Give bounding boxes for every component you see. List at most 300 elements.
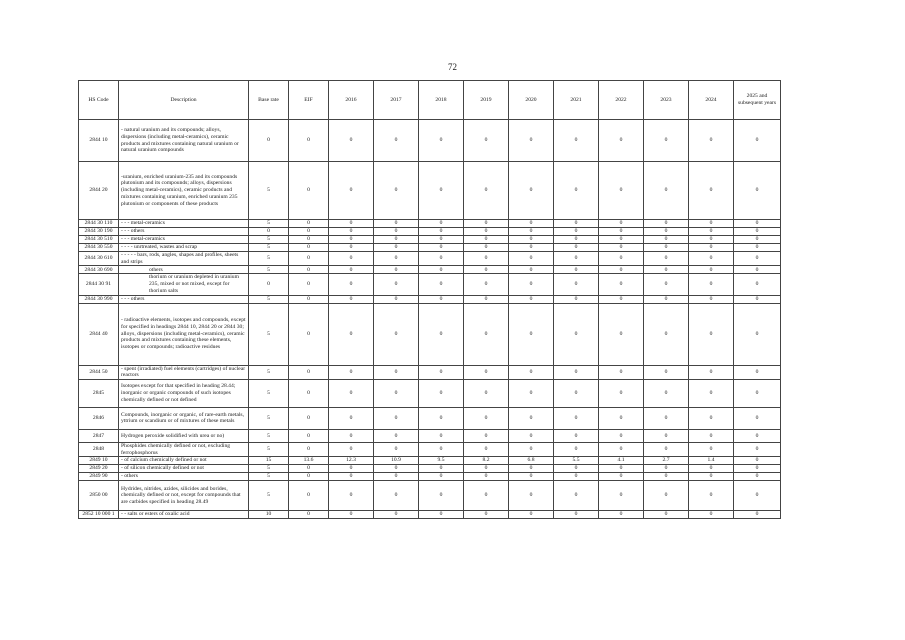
rate-cell: 0 bbox=[289, 465, 329, 473]
rate-cell: 0 bbox=[289, 295, 329, 303]
rate-cell: 0 bbox=[644, 442, 689, 456]
rate-cell: 0 bbox=[599, 481, 644, 511]
rate-cell: 0 bbox=[599, 252, 644, 266]
rate-cell: 0 bbox=[689, 220, 734, 228]
rate-cell: 0 bbox=[464, 429, 509, 442]
rate-cell: 0 bbox=[644, 365, 689, 379]
rate-cell: 0 bbox=[509, 274, 554, 295]
hs-code-cell: 2844 30 690 bbox=[79, 266, 119, 274]
table-row bbox=[79, 303, 781, 365]
rate-cell: 0 bbox=[419, 220, 464, 228]
rate-cell: 0 bbox=[734, 120, 781, 162]
rate-cell: 0 bbox=[689, 252, 734, 266]
rate-cell: 0 bbox=[509, 465, 554, 473]
rate-cell: 0 bbox=[554, 244, 599, 252]
rate-cell: 0 bbox=[509, 442, 554, 456]
hs-code-cell: 2850 00 bbox=[79, 481, 119, 511]
rate-cell: 0 bbox=[374, 162, 419, 220]
rate-cell: 0 bbox=[689, 295, 734, 303]
rate-cell: 0 bbox=[329, 379, 374, 407]
column-header: 2017 bbox=[374, 81, 419, 120]
rate-cell: 0 bbox=[419, 295, 464, 303]
rate-cell: 0 bbox=[644, 236, 689, 244]
rate-cell: 5 bbox=[249, 303, 289, 365]
column-header: 2020 bbox=[509, 81, 554, 120]
rate-cell: 0 bbox=[374, 429, 419, 442]
rate-cell: 0 bbox=[374, 244, 419, 252]
column-header: 2024 bbox=[689, 81, 734, 120]
hs-code-cell: 2852 10 000 1 bbox=[79, 511, 119, 519]
rate-cell: 0 bbox=[734, 481, 781, 511]
rate-cell: 0 bbox=[509, 236, 554, 244]
rate-cell: 0 bbox=[554, 511, 599, 519]
rate-cell: 0 bbox=[689, 228, 734, 236]
rate-cell: 0 bbox=[734, 228, 781, 236]
rate-cell: 0 bbox=[734, 220, 781, 228]
rate-cell: 0 bbox=[289, 252, 329, 266]
rate-cell: 12.3 bbox=[329, 457, 374, 465]
rate-cell: 0 bbox=[554, 236, 599, 244]
column-header: 2016 bbox=[329, 81, 374, 120]
hs-code-cell: 2844 30 550 bbox=[79, 244, 119, 252]
rate-cell: 0 bbox=[464, 120, 509, 162]
table-row bbox=[79, 429, 781, 442]
description-cell: - - - metal-ceramics bbox=[119, 236, 249, 244]
rate-cell: 0 bbox=[689, 429, 734, 442]
table-row bbox=[79, 442, 781, 456]
rate-cell: 0 bbox=[689, 244, 734, 252]
rate-cell: 5 bbox=[249, 295, 289, 303]
rate-cell: 0 bbox=[289, 162, 329, 220]
rate-cell: 0 bbox=[554, 379, 599, 407]
rate-cell: 0 bbox=[689, 481, 734, 511]
rate-cell: 0 bbox=[599, 473, 644, 481]
rate-cell: 0 bbox=[419, 274, 464, 295]
column-header: Base rate bbox=[249, 81, 289, 120]
column-header: 2025 and subsequent years bbox=[734, 81, 781, 120]
rate-cell: 0 bbox=[599, 465, 644, 473]
rate-cell: 0 bbox=[419, 120, 464, 162]
table-row bbox=[79, 481, 781, 511]
rate-cell: 0 bbox=[509, 407, 554, 429]
table-body bbox=[79, 120, 781, 519]
rate-cell: 0 bbox=[374, 379, 419, 407]
table-row bbox=[79, 457, 781, 465]
rate-cell: 0 bbox=[599, 162, 644, 220]
rate-cell: 0 bbox=[689, 162, 734, 220]
rate-cell: 0 bbox=[509, 244, 554, 252]
rate-cell: 0 bbox=[509, 303, 554, 365]
rate-cell: 0 bbox=[374, 236, 419, 244]
rate-cell: 0 bbox=[464, 295, 509, 303]
column-header: 2021 bbox=[554, 81, 599, 120]
table-row bbox=[79, 244, 781, 252]
column-header: 2018 bbox=[419, 81, 464, 120]
table-row bbox=[79, 274, 781, 295]
rate-cell: 0 bbox=[554, 365, 599, 379]
hs-code-cell: 2844 10 bbox=[79, 120, 119, 162]
rate-cell: 0 bbox=[329, 120, 374, 162]
rate-cell: 0 bbox=[464, 365, 509, 379]
rate-cell: 0 bbox=[689, 465, 734, 473]
rate-cell: 0 bbox=[689, 407, 734, 429]
rate-cell: 0 bbox=[734, 457, 781, 465]
rate-cell: 0 bbox=[374, 473, 419, 481]
rate-cell: 0 bbox=[509, 379, 554, 407]
rate-cell: 0 bbox=[289, 274, 329, 295]
rate-cell: 5 bbox=[249, 465, 289, 473]
rate-cell: 5 bbox=[249, 379, 289, 407]
hs-code-cell: 2849 90 bbox=[79, 473, 119, 481]
description-cell: - of silicon chemically defined or not bbox=[119, 465, 249, 473]
description-cell: Compounds, inorganic or organic, of rare-earth metals, yttrium or scandium or of mixtures of these metals bbox=[119, 407, 249, 429]
rate-cell: 0 bbox=[554, 228, 599, 236]
rate-cell: 0 bbox=[419, 252, 464, 266]
rate-cell: 0 bbox=[464, 162, 509, 220]
rate-cell: 0 bbox=[689, 365, 734, 379]
rate-cell: 5 bbox=[249, 481, 289, 511]
rate-cell: 0 bbox=[374, 220, 419, 228]
rate-cell: 15 bbox=[249, 457, 289, 465]
table-row bbox=[79, 162, 781, 220]
rate-cell: 0 bbox=[509, 511, 554, 519]
rate-cell: 0 bbox=[554, 442, 599, 456]
rate-cell: 0 bbox=[289, 266, 329, 274]
rate-cell: 0 bbox=[734, 236, 781, 244]
rate-cell: 0 bbox=[509, 266, 554, 274]
rate-cell: 0 bbox=[419, 465, 464, 473]
rate-cell: 0 bbox=[644, 274, 689, 295]
hs-code-cell: 2844 40 bbox=[79, 303, 119, 365]
rate-cell: 0 bbox=[509, 429, 554, 442]
table-row bbox=[79, 266, 781, 274]
rate-cell: 0 bbox=[419, 407, 464, 429]
table-row bbox=[79, 379, 781, 407]
rate-cell: 0 bbox=[329, 481, 374, 511]
rate-cell: 0 bbox=[554, 120, 599, 162]
rate-cell: 13.6 bbox=[289, 457, 329, 465]
description-cell: thorium or uranium depleted in uranium 235, mixed or not mixed, except for thorium salts bbox=[119, 274, 249, 295]
rate-cell: 0 bbox=[329, 465, 374, 473]
rate-cell: 0 bbox=[689, 274, 734, 295]
rate-cell: 0 bbox=[734, 266, 781, 274]
rate-cell: 0 bbox=[599, 429, 644, 442]
rate-cell: 0 bbox=[599, 511, 644, 519]
rate-cell: 0 bbox=[734, 407, 781, 429]
rate-cell: 4.1 bbox=[599, 457, 644, 465]
rate-cell: 0 bbox=[289, 442, 329, 456]
description-cell: - - - - - bars, rods, angles, shapes and profiles, sheets and strips bbox=[119, 252, 249, 266]
rate-cell: 0 bbox=[554, 407, 599, 429]
rate-cell: 8.2 bbox=[464, 457, 509, 465]
table-row bbox=[79, 228, 781, 236]
rate-cell: 0 bbox=[289, 303, 329, 365]
table-row bbox=[79, 220, 781, 228]
table-row bbox=[79, 407, 781, 429]
description-cell: Hydrides, nitrides, azides, silicides and borides, chemically defined or not, except for compounds that are carbides specified in heading 28.49 bbox=[119, 481, 249, 511]
description-cell: Hydrogen peroxide solidified with urea or no) bbox=[119, 429, 249, 442]
rate-cell: 5 bbox=[249, 244, 289, 252]
rate-cell: 0 bbox=[249, 120, 289, 162]
rate-cell: 0 bbox=[374, 365, 419, 379]
rate-cell: 0 bbox=[554, 295, 599, 303]
rate-cell: 0 bbox=[554, 266, 599, 274]
rate-cell: 0 bbox=[734, 274, 781, 295]
rate-cell: 0 bbox=[644, 244, 689, 252]
table-header-row bbox=[79, 81, 781, 120]
rate-cell: 0 bbox=[734, 379, 781, 407]
table-row bbox=[79, 236, 781, 244]
rate-cell: 0 bbox=[509, 228, 554, 236]
rate-cell: 0 bbox=[374, 266, 419, 274]
hs-code-cell: 2844 30 610 bbox=[79, 252, 119, 266]
rate-cell: 0 bbox=[734, 511, 781, 519]
rate-cell: 0 bbox=[464, 220, 509, 228]
rate-cell: 0 bbox=[734, 244, 781, 252]
rate-cell: 0 bbox=[644, 511, 689, 519]
rate-cell: 0 bbox=[599, 266, 644, 274]
rate-cell: 0 bbox=[329, 266, 374, 274]
rate-cell: 0 bbox=[464, 379, 509, 407]
rate-cell: 0 bbox=[644, 252, 689, 266]
rate-cell: 0 bbox=[689, 236, 734, 244]
rate-cell: 0 bbox=[374, 465, 419, 473]
rate-cell: 0 bbox=[374, 228, 419, 236]
rate-cell: 0 bbox=[464, 266, 509, 274]
rate-cell: 0 bbox=[734, 162, 781, 220]
rate-cell: 0 bbox=[644, 220, 689, 228]
rate-cell: 0 bbox=[689, 379, 734, 407]
rate-cell: 0 bbox=[329, 442, 374, 456]
rate-cell: 0 bbox=[329, 407, 374, 429]
rate-cell: 0 bbox=[734, 473, 781, 481]
rate-cell: 0 bbox=[419, 429, 464, 442]
table-row bbox=[79, 295, 781, 303]
rate-cell: 0 bbox=[599, 120, 644, 162]
table-row bbox=[79, 465, 781, 473]
hs-code-cell: 2844 30 990 bbox=[79, 295, 119, 303]
rate-cell: 5 bbox=[249, 252, 289, 266]
description-cell: - - - metal-ceramics bbox=[119, 220, 249, 228]
rate-cell: 10.9 bbox=[374, 457, 419, 465]
rate-cell: 0 bbox=[554, 429, 599, 442]
rate-cell: 0 bbox=[509, 252, 554, 266]
rate-cell: 2.7 bbox=[644, 457, 689, 465]
rate-cell: 0 bbox=[509, 220, 554, 228]
rate-cell: 0 bbox=[734, 303, 781, 365]
rate-cell: 5 bbox=[249, 442, 289, 456]
rate-cell: 0 bbox=[419, 236, 464, 244]
rate-cell: 0 bbox=[289, 236, 329, 244]
rate-cell: 0 bbox=[464, 236, 509, 244]
rate-cell: 0 bbox=[689, 473, 734, 481]
rate-cell: 0 bbox=[419, 162, 464, 220]
description-cell: Isotopes except for that specified in heading 28.44; inorganic or organic compounds of such isotopes chemically defined or not defined bbox=[119, 379, 249, 407]
rate-cell: 0 bbox=[599, 295, 644, 303]
rate-cell: 0 bbox=[689, 120, 734, 162]
column-header: 2022 bbox=[599, 81, 644, 120]
column-header: Description bbox=[119, 81, 249, 120]
rate-cell: 0 bbox=[689, 266, 734, 274]
rate-cell: 0 bbox=[464, 442, 509, 456]
rate-cell: 0 bbox=[734, 252, 781, 266]
rate-cell: 9.5 bbox=[419, 457, 464, 465]
rate-cell: 5 bbox=[249, 365, 289, 379]
rate-cell: 0 bbox=[734, 429, 781, 442]
description-cell: - natural uranium and its compounds; alloys, dispersions (including metal-ceramics), ceramic products and mixtures containing natural uranium or natural uranium compounds bbox=[119, 120, 249, 162]
rate-cell: 0 bbox=[464, 252, 509, 266]
rate-cell: 0 bbox=[329, 274, 374, 295]
rate-cell: 0 bbox=[464, 511, 509, 519]
rate-cell: 0 bbox=[509, 473, 554, 481]
rate-cell: 0 bbox=[419, 481, 464, 511]
rate-cell: 0 bbox=[419, 228, 464, 236]
rate-cell: 0 bbox=[419, 379, 464, 407]
rate-cell: 0 bbox=[599, 379, 644, 407]
table-row bbox=[79, 120, 781, 162]
rate-cell: 5 bbox=[249, 236, 289, 244]
description-cell: - - - others bbox=[119, 228, 249, 236]
rate-cell: 0 bbox=[554, 220, 599, 228]
rate-cell: 5 bbox=[249, 429, 289, 442]
rate-cell: 0 bbox=[644, 303, 689, 365]
rate-cell: 0 bbox=[289, 379, 329, 407]
rate-cell: 0 bbox=[464, 303, 509, 365]
column-header: 2019 bbox=[464, 81, 509, 120]
rate-cell: 0 bbox=[599, 407, 644, 429]
rate-cell: 5 bbox=[249, 220, 289, 228]
tariff-schedule-table bbox=[78, 80, 781, 519]
description-cell: - of calcium chemically defined or not bbox=[119, 457, 249, 465]
rate-cell: 0 bbox=[419, 511, 464, 519]
rate-cell: 0 bbox=[464, 473, 509, 481]
rate-cell: 0 bbox=[289, 429, 329, 442]
rate-cell: 0 bbox=[374, 252, 419, 266]
column-header: HS Code bbox=[79, 81, 119, 120]
rate-cell: 0 bbox=[644, 481, 689, 511]
rate-cell: 0 bbox=[644, 228, 689, 236]
description-cell: Phosphides chemically defined or not, excluding ferrophosphorus bbox=[119, 442, 249, 456]
rate-cell: 0 bbox=[419, 365, 464, 379]
rate-cell: 0 bbox=[554, 252, 599, 266]
rate-cell: 0 bbox=[329, 228, 374, 236]
rate-cell: 0 bbox=[374, 120, 419, 162]
rate-cell: 5.5 bbox=[554, 457, 599, 465]
table-row bbox=[79, 473, 781, 481]
rate-cell: 0 bbox=[554, 473, 599, 481]
rate-cell: 0 bbox=[644, 407, 689, 429]
hs-code-cell: 2849 20 bbox=[79, 465, 119, 473]
rate-cell: 0 bbox=[734, 442, 781, 456]
hs-code-cell: 2847 bbox=[79, 429, 119, 442]
hs-code-cell: 2844 30 91 bbox=[79, 274, 119, 295]
rate-cell: 0 bbox=[644, 465, 689, 473]
rate-cell: 0 bbox=[289, 120, 329, 162]
rate-cell: 1.4 bbox=[689, 457, 734, 465]
rate-cell: 0 bbox=[644, 295, 689, 303]
rate-cell: 0 bbox=[554, 274, 599, 295]
rate-cell: 0 bbox=[599, 442, 644, 456]
rate-cell: 0 bbox=[329, 236, 374, 244]
rate-cell: 0 bbox=[464, 481, 509, 511]
rate-cell: 0 bbox=[599, 228, 644, 236]
rate-cell: 0 bbox=[374, 295, 419, 303]
rate-cell: 0 bbox=[554, 303, 599, 365]
rate-cell: 0 bbox=[289, 365, 329, 379]
rate-cell: 0 bbox=[329, 511, 374, 519]
hs-code-cell: 2849 10 bbox=[79, 457, 119, 465]
rate-cell: 0 bbox=[554, 465, 599, 473]
rate-cell: 0 bbox=[374, 303, 419, 365]
rate-cell: 0 bbox=[464, 228, 509, 236]
rate-cell: 0 bbox=[374, 481, 419, 511]
page-number: 72 bbox=[448, 62, 457, 72]
rate-cell: 0 bbox=[644, 379, 689, 407]
table-row bbox=[79, 252, 781, 266]
rate-cell: 0 bbox=[419, 266, 464, 274]
rate-cell: 0 bbox=[374, 274, 419, 295]
rate-cell: 0 bbox=[644, 266, 689, 274]
rate-cell: 0 bbox=[289, 220, 329, 228]
rate-cell: 0 bbox=[419, 244, 464, 252]
rate-cell: 0 bbox=[689, 442, 734, 456]
rate-cell: 0 bbox=[329, 162, 374, 220]
rate-cell: 0 bbox=[289, 473, 329, 481]
rate-cell: 0 bbox=[554, 162, 599, 220]
rate-cell: 0 bbox=[374, 442, 419, 456]
rate-cell: 10 bbox=[249, 511, 289, 519]
description-cell: others bbox=[119, 266, 249, 274]
rate-cell: 0 bbox=[464, 244, 509, 252]
rate-cell: 0 bbox=[599, 244, 644, 252]
description-cell: - - - - unrtreated, wastes and scrap bbox=[119, 244, 249, 252]
rate-cell: 0 bbox=[374, 407, 419, 429]
rate-cell: 0 bbox=[734, 465, 781, 473]
rate-cell: 0 bbox=[509, 481, 554, 511]
hs-code-cell: 2845 bbox=[79, 379, 119, 407]
rate-cell: 0 bbox=[644, 473, 689, 481]
rate-cell: 0 bbox=[644, 429, 689, 442]
rate-cell: 0 bbox=[644, 120, 689, 162]
description-cell: - spent (irradiated) fuel elements (cartridges) of nuclear reactors bbox=[119, 365, 249, 379]
rate-cell: 0 bbox=[329, 303, 374, 365]
rate-cell: 0 bbox=[599, 236, 644, 244]
rate-cell: 0 bbox=[329, 365, 374, 379]
rate-cell: 0 bbox=[554, 481, 599, 511]
rate-cell: 0 bbox=[419, 442, 464, 456]
column-header: 2023 bbox=[644, 81, 689, 120]
rate-cell: 0 bbox=[509, 162, 554, 220]
description-cell: - - - others bbox=[119, 295, 249, 303]
rate-cell: 0 bbox=[329, 220, 374, 228]
description-cell: - - salts or esters of oxalic acid bbox=[119, 511, 249, 519]
rate-cell: 0 bbox=[329, 244, 374, 252]
rate-cell: 0 bbox=[464, 465, 509, 473]
hs-code-cell: 2844 30 190 bbox=[79, 228, 119, 236]
rate-cell: 0 bbox=[329, 252, 374, 266]
hs-code-cell: 2844 50 bbox=[79, 365, 119, 379]
rate-cell: 0 bbox=[464, 407, 509, 429]
rate-cell: 0 bbox=[599, 365, 644, 379]
column-header: EIF bbox=[289, 81, 329, 120]
rate-cell: 0 bbox=[419, 473, 464, 481]
description-cell: - others bbox=[119, 473, 249, 481]
rate-cell: 5 bbox=[249, 473, 289, 481]
rate-cell: 0 bbox=[644, 162, 689, 220]
hs-code-cell: 2844 30 510 bbox=[79, 236, 119, 244]
rate-cell: 0 bbox=[289, 228, 329, 236]
rate-cell: 0 bbox=[419, 303, 464, 365]
